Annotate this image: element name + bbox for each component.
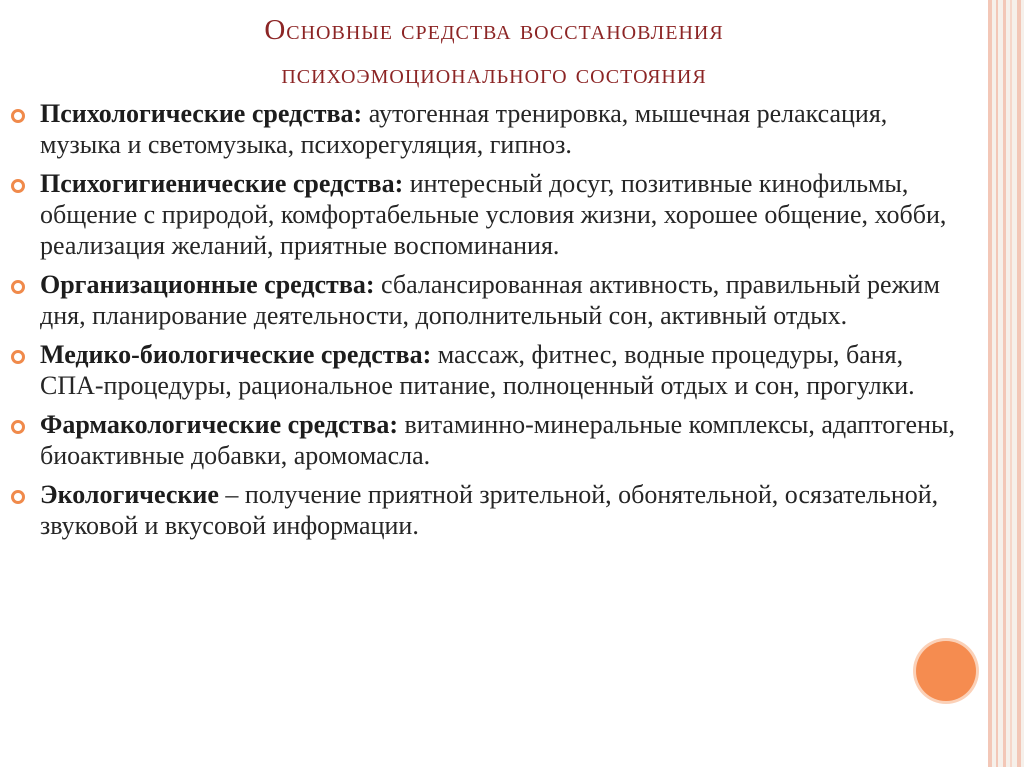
item-text: массаж, фитнес, водные процедуры, баня, СПА-процедуры, рациональное питание, полноценный отдых и сон, прогулки. bbox=[40, 340, 915, 400]
list-item bbox=[40, 168, 960, 261]
item-text: интересный досуг, позитивные кинофильмы, общение с природой, комфортабельные условия жизни, хорошее общение, хобби, реализация желаний, приятные воспоминания. bbox=[40, 169, 947, 260]
means-list bbox=[40, 98, 960, 549]
item-term: Экологические bbox=[40, 480, 219, 509]
bullet-icon bbox=[11, 179, 25, 193]
decorative-stripe bbox=[1003, 0, 1006, 767]
decorative-stripe bbox=[1017, 0, 1021, 767]
title-line-2: психоэмоционального состояния bbox=[281, 58, 707, 90]
list-item bbox=[40, 269, 960, 331]
bullet-icon bbox=[11, 280, 25, 294]
item-text: сбалансированная активность, правильный режим дня, планирование деятельности, дополнительный сон, активный отдых. bbox=[40, 270, 940, 330]
title-line-1: Основные средства восстановления bbox=[264, 14, 724, 46]
item-text: аутогенная тренировка, мышечная релаксация, музыка и светомузыка, психорегуляция, гипноз. bbox=[40, 99, 888, 159]
bullet-icon bbox=[11, 350, 25, 364]
decorative-circle bbox=[916, 641, 976, 701]
item-term: Медико-биологические средства: bbox=[40, 340, 432, 369]
item-text: – получение приятной зрительной, обонятельной, осязательной, звуковой и вкусовой информации. bbox=[40, 480, 939, 540]
list-item bbox=[40, 98, 960, 160]
bullet-icon bbox=[11, 109, 25, 123]
decorative-stripe bbox=[988, 0, 992, 767]
decorative-stripe bbox=[1010, 0, 1012, 767]
decorative-stripe bbox=[996, 0, 998, 767]
list-item bbox=[40, 339, 960, 401]
list-item bbox=[40, 409, 960, 471]
slide-title bbox=[0, 8, 988, 96]
bullet-icon bbox=[11, 420, 25, 434]
item-term: Психогигиенические средства: bbox=[40, 169, 404, 198]
item-term: Фармакологические средства: bbox=[40, 410, 399, 439]
bullet-icon bbox=[11, 490, 25, 504]
item-term: Организационные средства: bbox=[40, 270, 375, 299]
item-text: витаминно-минеральные комплексы, адаптогены, биоактивные добавки, аромомасла. bbox=[40, 410, 955, 470]
item-term: Психологические средства: bbox=[40, 99, 363, 128]
list-item bbox=[40, 479, 960, 541]
